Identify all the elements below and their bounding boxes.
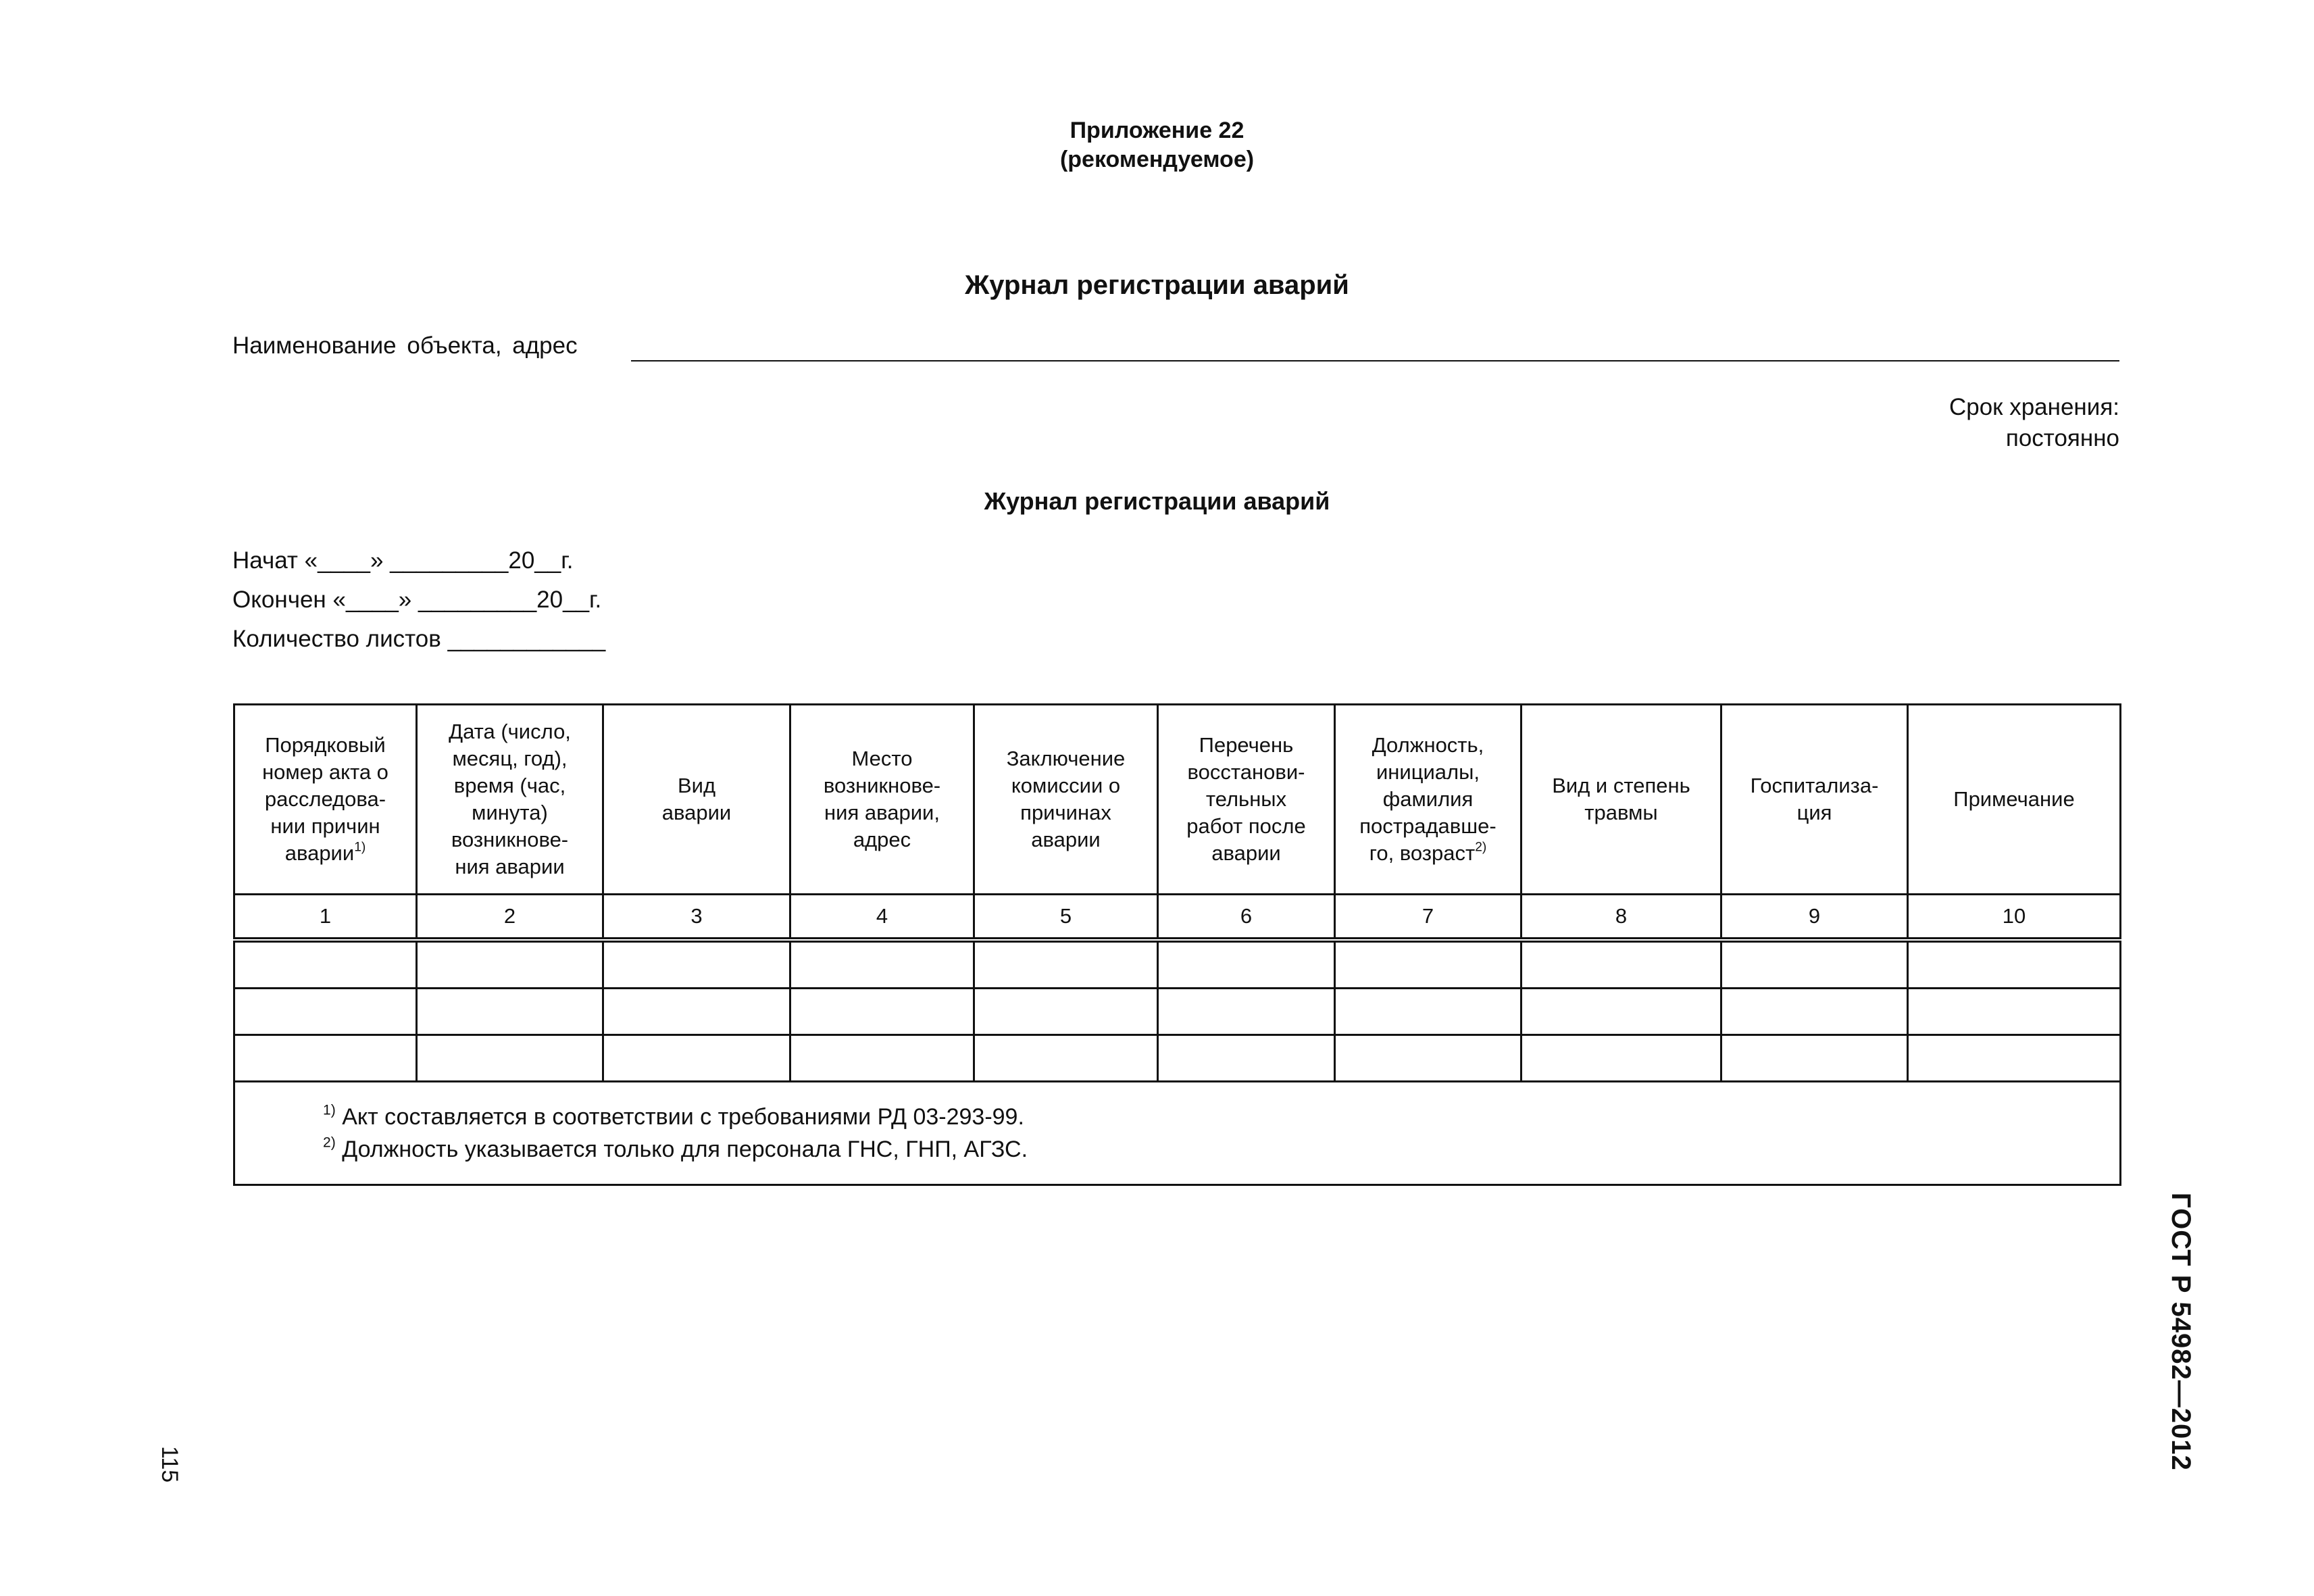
column-number: 3	[603, 895, 790, 941]
header-line: Вид и степень	[1552, 774, 1690, 797]
table-cell	[1908, 1035, 2121, 1082]
table-cell	[1521, 989, 1721, 1035]
header-line: минута)	[472, 801, 548, 824]
object-name-underline	[631, 360, 2119, 361]
table-header-row	[234, 705, 2121, 895]
header-line: ния аварии,	[824, 801, 940, 824]
footnote-mark: 2)	[323, 1134, 336, 1151]
header-line: травмы	[1584, 801, 1658, 824]
header-line: Порядковый	[265, 733, 386, 757]
header-line	[242, 840, 409, 867]
footnote-ref: 1)	[354, 840, 366, 855]
header-line: комиссии о	[1011, 774, 1121, 797]
header-line: восстанови-	[1187, 760, 1305, 784]
table-cell	[234, 1035, 417, 1082]
footnote-mark: 1)	[323, 1102, 336, 1118]
table-cell	[974, 989, 1158, 1035]
column-header	[603, 705, 790, 895]
storage-value: постоянно	[2005, 425, 2119, 451]
header-line-text: го, возраст	[1369, 841, 1476, 865]
header-line: Госпитализа-	[1750, 774, 1879, 797]
header-line: причинах	[1020, 801, 1111, 824]
header-line: Место	[851, 747, 913, 770]
header-line: время (час,	[453, 774, 566, 797]
table-cell	[1158, 989, 1335, 1035]
table-cell	[974, 940, 1158, 989]
footnote-2	[323, 1133, 2113, 1166]
table-cell	[790, 940, 974, 989]
header-line: Вид	[677, 774, 716, 797]
table-row	[234, 1035, 2121, 1082]
header-line: Примечание	[1953, 787, 2075, 811]
table-cell	[1335, 989, 1521, 1035]
page-title: Журнал регистрации аварий	[965, 270, 1349, 300]
column-number: 8	[1521, 895, 1721, 941]
column-header	[417, 705, 603, 895]
appendix-subtitle: (рекомендуемое)	[1059, 147, 1255, 172]
column-number: 10	[1908, 895, 2121, 941]
table-cell	[417, 1035, 603, 1082]
started-date-line: Начат «____» _________20__г.	[232, 547, 574, 574]
header-line: возникнове-	[451, 828, 569, 851]
footnote-1	[323, 1101, 2113, 1133]
header-line: инициалы,	[1376, 760, 1480, 784]
column-number: 2	[417, 895, 603, 941]
header-line: месяц, год),	[452, 747, 568, 770]
column-number: 1	[234, 895, 417, 941]
header-line: Перечень	[1199, 733, 1294, 757]
footnotes	[234, 1082, 2121, 1185]
storage-period	[1949, 392, 2119, 454]
table-row	[234, 940, 2121, 989]
table-cell	[1158, 940, 1335, 989]
header-line: Дата (число,	[449, 720, 571, 743]
table-cell	[1721, 989, 1908, 1035]
table-cell	[790, 989, 974, 1035]
footnote-ref: 2)	[1475, 840, 1487, 855]
header-line: ция	[1796, 801, 1832, 824]
header-line: пострадавше-	[1359, 814, 1496, 838]
column-number: 7	[1335, 895, 1521, 941]
column-header	[234, 705, 417, 895]
table-cell	[1521, 1035, 1721, 1082]
column-header	[1521, 705, 1721, 895]
table-cell	[603, 1035, 790, 1082]
footnotes-row	[234, 1082, 2121, 1185]
table-cell	[1335, 940, 1521, 989]
header-line: аварии	[1211, 841, 1281, 865]
header-line: возникнове-	[823, 774, 941, 797]
header-line: ния аварии	[455, 855, 565, 878]
column-number-row	[234, 895, 2121, 941]
header-line: номер акта о	[262, 760, 388, 784]
table-cell	[234, 989, 417, 1035]
accident-journal-table	[233, 703, 2121, 1186]
table-cell	[1721, 940, 1908, 989]
table-cell	[790, 1035, 974, 1082]
header-line: расследова-	[264, 787, 386, 811]
table-cell	[603, 940, 790, 989]
table-cell	[974, 1035, 1158, 1082]
table-cell	[1335, 1035, 1521, 1082]
appendix-title: Приложение 22	[1070, 118, 1244, 143]
column-number: 4	[790, 895, 974, 941]
header-line: адрес	[853, 828, 911, 851]
column-number: 5	[974, 895, 1158, 941]
column-header	[1908, 705, 2121, 895]
table-cell	[1158, 1035, 1335, 1082]
column-number: 6	[1158, 895, 1335, 941]
header-line: фамилия	[1382, 787, 1474, 811]
column-header	[1721, 705, 1908, 895]
table-cell	[417, 940, 603, 989]
header-line: работ после	[1186, 814, 1306, 838]
column-header	[1335, 705, 1521, 895]
column-header	[1158, 705, 1335, 895]
standard-code: ГОСТ Р 54982—2012	[2166, 1193, 2196, 1471]
table-cell	[1908, 989, 2121, 1035]
header-line: тельных	[1205, 787, 1287, 811]
table-cell	[234, 940, 417, 989]
header-line: аварии	[661, 801, 732, 824]
page-number: 115	[157, 1446, 182, 1483]
object-name-label: Наименование объекта, адрес	[232, 332, 578, 359]
table-cell	[1521, 940, 1721, 989]
footnote-text: Акт составляется в соответствии с требованиями РД 03-293-99.	[335, 1104, 1024, 1130]
header-line: Должность,	[1372, 733, 1484, 757]
table-cell	[417, 989, 603, 1035]
column-header	[790, 705, 974, 895]
column-number: 9	[1721, 895, 1908, 941]
header-line	[1342, 840, 1513, 867]
ended-date-line: Окончен «____» _________20__г.	[232, 587, 602, 613]
object-name-field	[232, 332, 2119, 362]
header-line-text: аварии	[284, 841, 355, 865]
footnote-text: Должность указывается только для персонала ГНС, ГНП, АГЗС.	[335, 1137, 1028, 1162]
header-line: аварии	[1031, 828, 1101, 851]
header-line: Заключение	[1006, 747, 1126, 770]
table-cell	[1908, 940, 2121, 989]
column-header	[974, 705, 1158, 895]
cover-title: Журнал регистрации аварий	[984, 487, 1330, 515]
table-cell	[603, 989, 790, 1035]
header-line: нии причин	[270, 814, 380, 838]
sheet-count-line: Количество листов ____________	[232, 626, 606, 652]
table-cell	[1721, 1035, 1908, 1082]
table-row	[234, 989, 2121, 1035]
storage-label: Срок хранения:	[1948, 394, 2119, 420]
